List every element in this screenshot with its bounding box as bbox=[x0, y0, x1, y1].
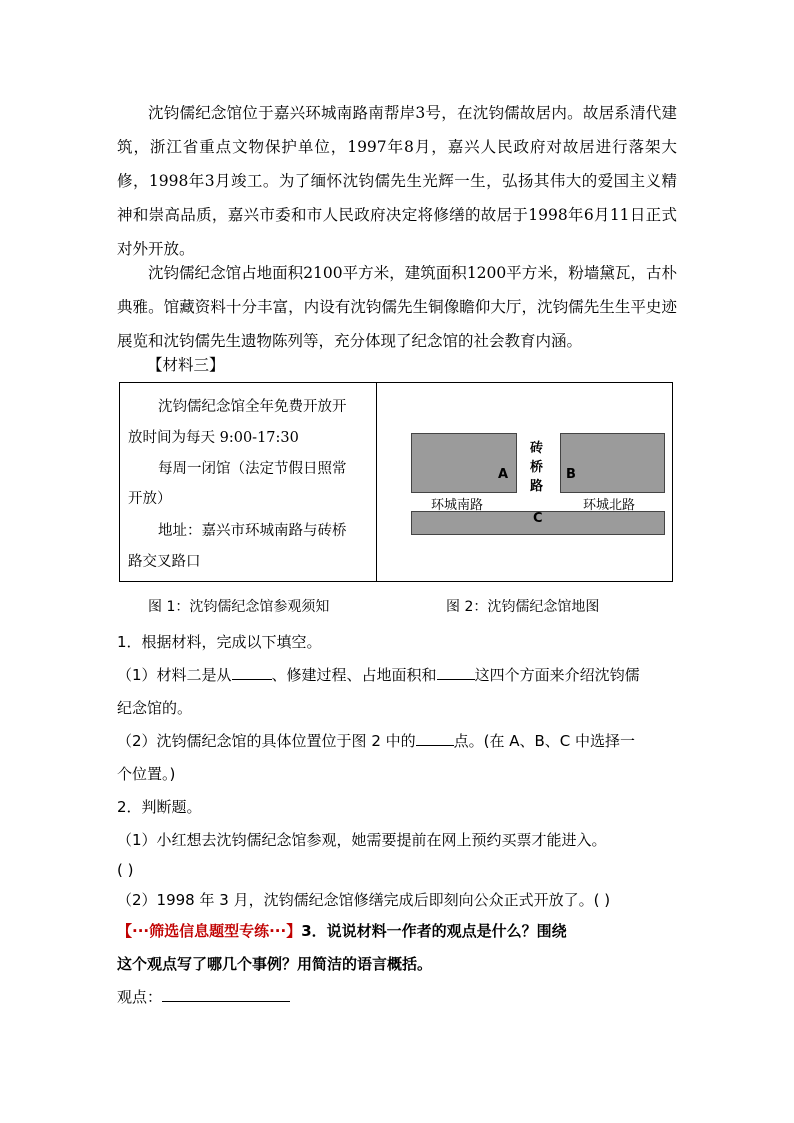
label-a: A bbox=[498, 467, 509, 482]
label-b: B bbox=[566, 467, 576, 482]
notice-line-1: 沈钧儒纪念馆全年免费开放开 bbox=[158, 399, 347, 415]
q1-1-part-b: 、修建过程、占地面积和 bbox=[271, 666, 437, 684]
bridge-road-char-2: 桥 bbox=[530, 460, 544, 475]
question-1: 1．根据材料，完成以下填空。 bbox=[117, 633, 322, 651]
question-2: 2．判断题。 bbox=[117, 798, 202, 816]
q3-part-a: 3．说说材料一作者的观点是什么？围绕 bbox=[301, 922, 567, 940]
notice-line-2: 放时间为每天 9:00-17:30 bbox=[128, 430, 299, 446]
blank-1[interactable] bbox=[232, 665, 272, 680]
q1-2-part-b: 点。(在 A、B、C 中选择一 bbox=[453, 732, 636, 750]
practice-tag: 【···筛选信息题型专练···】 bbox=[117, 922, 302, 940]
question-3 bbox=[117, 916, 567, 946]
viewpoint-row bbox=[117, 982, 290, 1012]
bridge-road-char-1: 砖 bbox=[530, 441, 544, 456]
viewpoint-blank[interactable] bbox=[162, 987, 290, 1002]
south-road-label: 环城南路 bbox=[431, 498, 484, 513]
notice-line-4: 开放） bbox=[128, 491, 172, 507]
figure-2-caption: 图 2：沈钧儒纪念馆地图 bbox=[446, 599, 600, 615]
question-2-1: （1）小红想去沈钧儒纪念馆参观，她需要提前在网上预约买票才能进入。 bbox=[117, 831, 607, 849]
q1-1-part-a: （1）材料二是从 bbox=[117, 666, 232, 684]
q1-1-part-c: 这四个方面来介绍沈钧儒 bbox=[474, 666, 640, 684]
question-1-2-cont: 个位置。) bbox=[117, 765, 176, 783]
question-1-1 bbox=[117, 660, 640, 690]
block-a bbox=[411, 433, 517, 493]
block-b bbox=[560, 433, 665, 493]
question-1-1-cont: 纪念馆的。 bbox=[117, 699, 193, 717]
north-road-label: 环城北路 bbox=[583, 498, 636, 513]
question-2-1-answer[interactable]: ( ) bbox=[117, 861, 134, 879]
blank-3[interactable] bbox=[416, 731, 454, 746]
bridge-road-char-3: 路 bbox=[530, 479, 544, 494]
material3-heading: 【材料三】 bbox=[147, 356, 225, 374]
material2-paragraph-1: 沈钧儒纪念馆位于嘉兴环城南路南帮岸3号，在沈钧儒故居内。故居系清代建筑，浙江省重点文物保护单位，1997年8月，嘉兴人民政府对故居进行落架大修，1998年3月竣工。为了缅怀沈钧儒先生光辉一生，弘扬其伟大的爱国主义精神和崇高品质，嘉兴市委和市人民政府决定将修缮的故居于1998年6月11日正式对外开放。 bbox=[117, 104, 677, 258]
question-2-2: （2）1998 年 3 月，沈钧儒纪念馆修缮完成后即刻向公众正式开放了。( ) bbox=[117, 891, 611, 909]
museum-map bbox=[411, 433, 667, 537]
q1-2-part-a: （2）沈钧儒纪念馆的具体位置位于图 2 中的 bbox=[117, 732, 416, 750]
question-1-2 bbox=[117, 726, 635, 756]
notice-line-5: 地址：嘉兴市环城南路与砖桥 bbox=[158, 523, 347, 539]
table-divider bbox=[376, 383, 377, 581]
blank-2[interactable] bbox=[437, 665, 475, 680]
figure-1-caption: 图 1：沈钧儒纪念馆参观须知 bbox=[148, 599, 330, 615]
material2-paragraph-2: 沈钧儒纪念馆占地面积2100平方米，建筑面积1200平方米，粉墙黛瓦，古朴典雅。馆藏资料十分丰富，内设有沈钧儒先生铜像瞻仰大厅，沈钧儒先生生平史迹展览和沈钧儒先生遗物陈列等，充分体现了纪念馆的社会教育内涵。 bbox=[117, 264, 677, 350]
viewpoint-label: 观点： bbox=[117, 988, 163, 1006]
label-c: C bbox=[533, 511, 543, 526]
notice-line-3: 每周一闭馆（法定节假日照常 bbox=[158, 461, 347, 477]
notice-line-6: 路交叉路口 bbox=[128, 554, 201, 570]
question-3-cont: 这个观点写了哪几个事例？用简洁的语言概括。 bbox=[117, 955, 433, 973]
